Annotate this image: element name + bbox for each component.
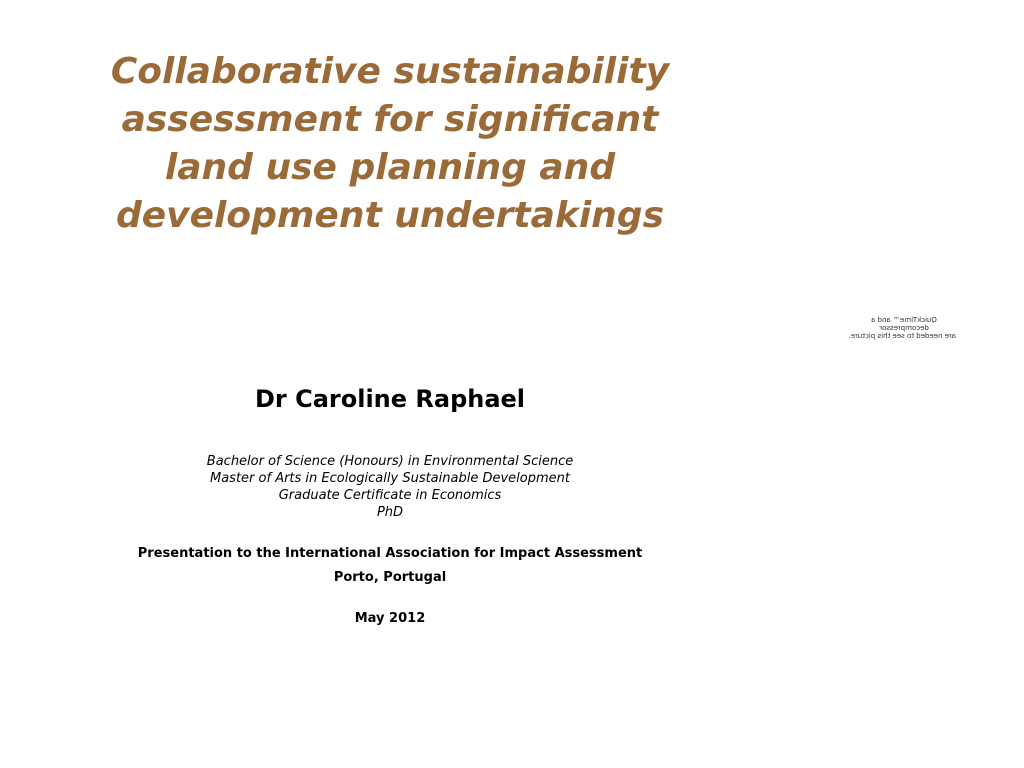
- title-line: land use planning and: [164, 147, 616, 188]
- placeholder-note-line: decompressor: [879, 324, 929, 332]
- presentation-date: May 2012: [354, 611, 426, 626]
- title-line: Collaborative sustainability: [110, 51, 670, 92]
- presentation-venue: Presentation to the International Association for Impact Assessment: [137, 546, 643, 561]
- slide-title: [40, 48, 740, 240]
- qualification-item: Bachelor of Science (Honours) in Environmental Science: [206, 454, 574, 469]
- title-line: development undertakings: [115, 195, 664, 236]
- title-line: assessment for significant: [121, 99, 659, 140]
- placeholder-note-line: are needed to see this picture.: [848, 332, 956, 340]
- placeholder-note-line: QuickTime™ and a: [871, 316, 937, 324]
- qualifications-list: [40, 453, 740, 521]
- missing-image-placeholder: [848, 316, 956, 340]
- qualification-item: Master of Arts in Ecologically Sustainable Development: [210, 471, 570, 486]
- presentation-location: Porto, Portugal: [333, 570, 447, 585]
- qualification-item: PhD: [376, 505, 404, 520]
- author-name: Dr Caroline Raphael: [254, 385, 526, 413]
- qualification-item: Graduate Certificate in Economics: [278, 488, 502, 503]
